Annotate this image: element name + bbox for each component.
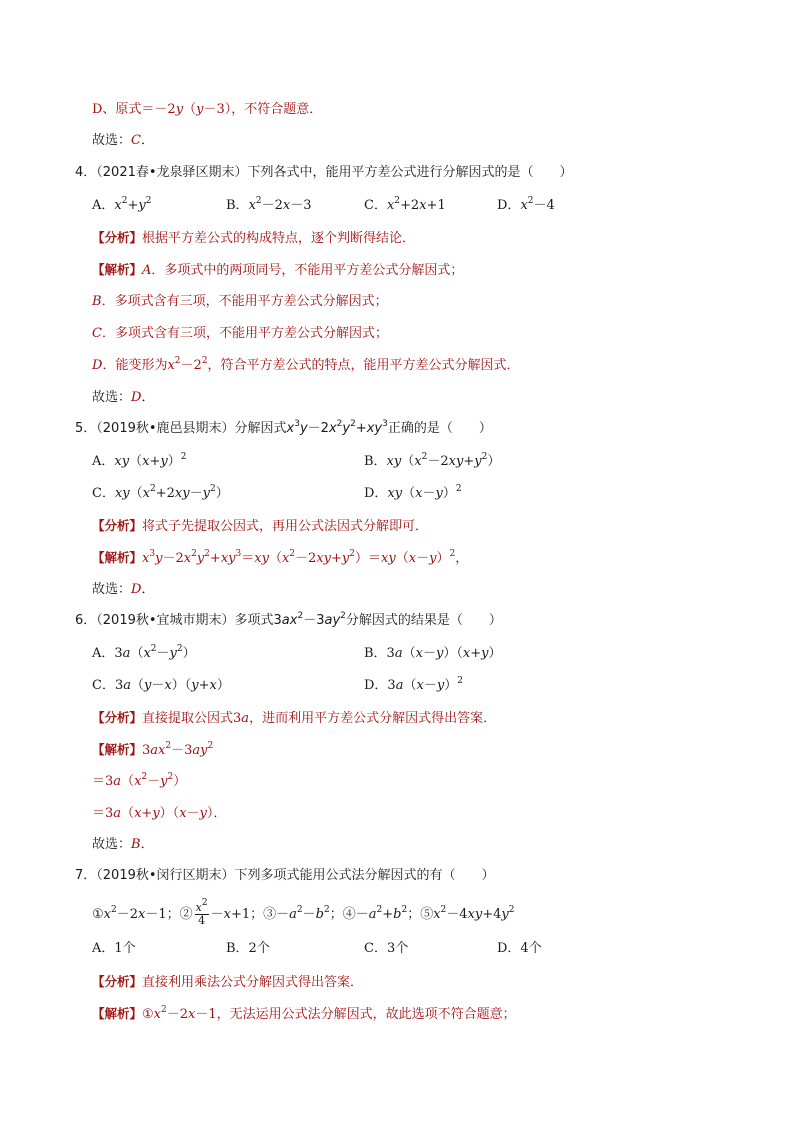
question-6-stem: 6．（2019秋•宜城市期末）多项式$3ax^2-3ay^2$分解因式的结果是（ ） [75,611,502,628]
q6-option-c: C．3a（y－x）（y+x） [92,678,230,693]
q5-analysis: 【分析】将式子先提取公因式，再用公式法因式分解即可． [92,518,429,534]
q5-option-a: A．$xy(x+y)^2$ [92,452,187,469]
fraction: $\frac{x^2}{4}$ [195,898,208,927]
q7-option-c: C．3个 [364,941,409,956]
q7-solution: 【解析】$①x^2-2x-1$，无法运用公式法分解因式，故此选项不符合题意； [92,1005,516,1022]
q5-option-b: B．$xy(x^2-2xy+y^2)$ [364,452,501,469]
q4-solution-d: D．能变形为$x^2-2^2$，符合平方差公式的特点，能用平方差公式分解因式． [92,356,520,373]
q6-solution-3: ＝3a（x+y）（x－y）． [92,806,227,821]
q4-analysis: 【分析】根据平方差公式的构成特点，逐个判断得结论． [92,230,416,246]
q4-option-a: A．$x^2+y^2$ [92,196,152,213]
q6-answer: 故选：B． [92,837,154,852]
question-5-stem: 5．（2019秋•鹿邑县期末）分解因式$x^3y-2x^2y^2+xy^3$正确的是（ ） [75,419,492,436]
q5-option-d: D．$xy(x-y)^2$ [364,484,462,501]
q6-solution-2: $=3a(x^2-y^2)$ [92,772,187,789]
q6-option-a: A．$3a(x^2-y^2)$ [92,644,196,661]
q7-option-a: A．1个 [92,941,136,956]
q6-analysis: 【分析】直接提取公因式3a，进而利用平方差公式分解因式得出答案． [92,710,497,726]
question-4-stem: 4．（2021春•龙泉驿区期末）下列各式中，能用平方差公式进行分解因式的是（ ） [75,165,573,180]
q6-solution-1: 【解析】$3ax^2-3ay^2$ [92,741,214,758]
q6-option-d: D．$3a(x-y)^2$ [364,676,463,693]
q5-solution: 【解析】$x^3y-2x^2y^2+xy^3=xy(x^2-2xy+y^2)=xy(x-y)^2$， [92,549,469,566]
q7-items: $①x^2-2x-1$；② $\frac{x^2}{4}$ －x+1；$③-a^2-b^2$；$④-a^2+b^2$；$⑤x^2-4xy+4y^2$ [92,898,515,927]
q4-answer: 故选：D． [92,390,155,405]
q7-option-d: D．4个 [497,941,542,956]
q4-solution-c: C．多项式含有三项，不能用平方差公式分解因式； [92,326,388,341]
q4-solution-b: B．多项式含有三项，不能用平方差公式分解因式； [92,294,388,309]
q5-option-c: C．$xy(x^2+2xy-y^2)$ [92,484,229,501]
prev-option-d: D、原式＝－2y（y－3），不符合题意． [92,102,323,117]
q4-solution-a: 【解析】A．多项式中的两项同号，不能用平方差公式分解因式； [92,262,464,278]
q4-option-c: C．$x^2+2x+1$ [364,196,446,213]
prev-answer: 故选：C． [92,133,154,148]
q7-analysis: 【分析】直接利用乘法公式分解因式得出答案． [92,974,364,990]
question-7-stem: 7．（2019秋•闵行区期末）下列多项式能用公式法分解因式的有（ ） [75,868,495,883]
q4-option-b: B．$x^2-2x-3$ [226,196,312,213]
q6-option-b: B．3a（x－y）（x+y） [364,646,502,661]
q7-option-b: B．2个 [226,941,270,956]
q5-answer: 故选：D． [92,582,155,597]
q4-option-d: D．$x^2-4$ [497,196,555,213]
